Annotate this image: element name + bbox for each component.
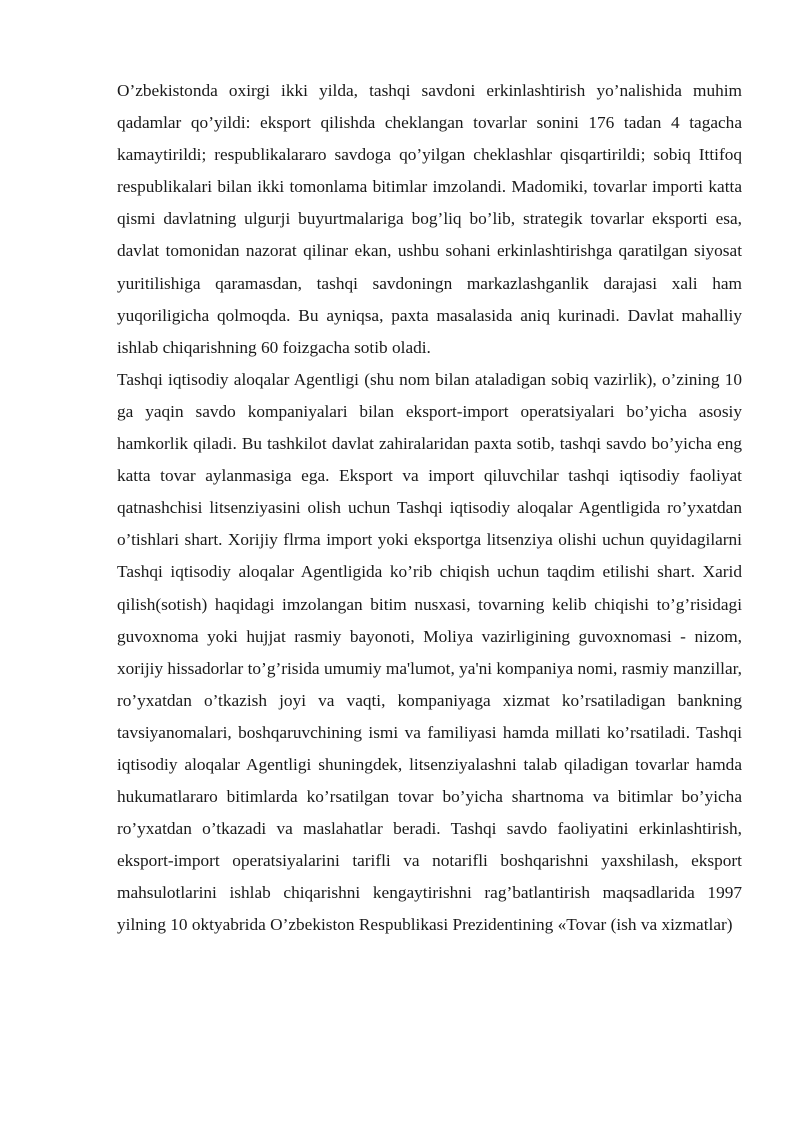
document-body <box>117 75 742 942</box>
paragraph-1: O’zbekistonda oxirgi ikki yilda, tashqi savdoni erkinlashtirish yo’nalishida muhim qadamlar qo’yildi: eksport qilishda cheklangan tovarlar sonini 176 tadan 4 tagacha kamaytirildi; respublikalararo savdoga qo’yilgan cheklashlar qisqartirildi; sobiq Ittifoq respublikalari bilan ikki tomonlama bitimlar imzolandi. Madomiki, tovarlar importi katta qismi davlatning ulgurji buyurtmalariga bog’liq bo’lib, strategik tovarlar eksporti esa, davlat tomonidan nazorat qilinar ekan, ushbu sohani erkinlashtirishga qaratilgan siyosat yuritilishiga qaramasdan, tashqi savdoningn markazlashganlik darajasi xali ham yuqoriligicha qolmoqda. Bu ayniqsa, paxta masalasida aniq kurinadi. Davlat mahalliy ishlab chiqarishning 60 foizgacha sotib oladi. <box>117 81 742 357</box>
paragraph-2: Tashqi iqtisodiy aloqalar Agentligi (shu nom bilan ataladigan sobiq vazirlik), o’zining 10 ga yaqin savdo kompaniyalari bilan eksport-import operatsiyalari bo’yicha asosiy hamkorlik qiladi. Bu tashkilot davlat zahiralaridan paxta sotib, tashqi savdo bo’yicha eng katta tovar aylanmasiga ega. Eksport va import qiluvchilar tashqi iqtisodiy faoliyat qatnashchisi litsenziyasini olish uchun Tashqi iqtisodiy aloqalar Agentligida ro’yxatdan o’tishlari shart. Xorijiy flrma import yoki eksportga litsenziya olishi uchun quyidagilarni Tashqi iqtisodiy aloqalar Agentligida ko’rib chiqish uchun taqdim etilishi shart. Xarid qilish(sotish) haqidagi imzolangan bitim nusxasi, tovarning kelib chiqishi to’g’risidagi guvoxnoma yoki hujjat rasmiy bayonoti, Moliya vazirligining guvoxnomasi - nizom, xorijiy hissadorlar to’g’risida umumiy ma'lumot, ya'ni kompaniya nomi, rasmiy manzillar, ro’yxatdan o’tkazish joyi va vaqti, kompaniyaga xizmat ko’rsatiladigan bankning tavsiyanomalari, boshqaruvchining ismi va familiyasi hamda millati ko’rsatiladi. Tashqi iqtisodiy aloqalar Agentligi shuningdek, litsenziyalashni talab qiladigan tovarlar hamda hukumatlararo bitimlarda ko’rsatilgan tovar bo’yicha shartnoma va bitimlar bo’yicha ro’yxatdan o’tkazadi va maslahatlar beradi. Tashqi savdo faoliyatini erkinlashtirish, eksport-import operatsiyalarini tarifli va notarifli boshqarishni yaxshilash, eksport mahsulotlarini ishlab chiqarishni kengaytirishni rag’batlantirish maqsadlarida 1997 yilning 10 oktyabrida O’zbekiston Respublikasi Prezidentining «Tovar (ish va xizmatlar) <box>117 369 742 935</box>
